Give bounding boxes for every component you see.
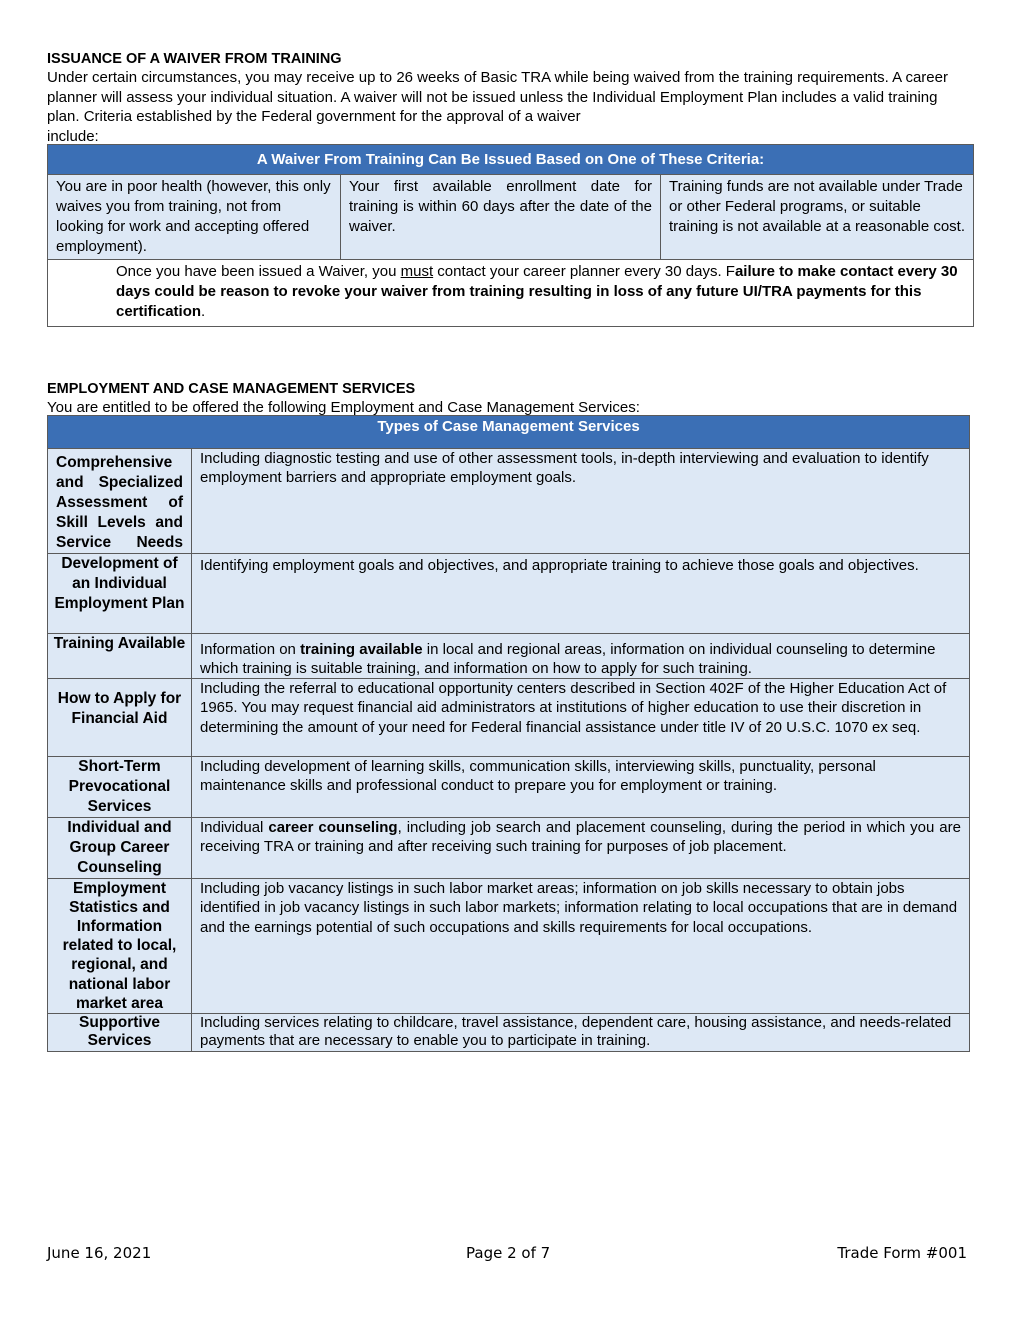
service-description: Including the referral to educational opportunity centers described in Section 402F of the Higher Education Act of 1965. You may request financial aid administrators at institutions of higher education to use their discretion in determining the amount of your need for Federal financial assistance under title IV of 20 U.S.C. 1070 ex seq. [192, 678, 970, 756]
table-row [48, 878, 970, 1013]
service-description: Individual career counseling, including job search and placement counseling, during the period in which you are receiving TRA or training and after receiving such training for purposes of job placement. [192, 817, 970, 878]
table-row [48, 1013, 970, 1051]
service-description: Including development of learning skills, communication skills, interviewing skills, punctuality, personal maintenance skills and professional conduct to prepare you for employment or training. [192, 756, 970, 817]
waiver-intro: Under certain circumstances, you may receive up to 26 weeks of Basic TRA while being waived from the training requirements. A career planner will assess your individual situation. A waiver will not be issued unless the Individual Employment Plan includes a valid training plan. Criteria established by the Federal government for the approval of a waiver [47, 69, 948, 125]
employment-section-title: EMPLOYMENT AND CASE MANAGEMENT SERVICES [47, 380, 416, 397]
table-row [48, 448, 970, 553]
footer-page-number: Page 2 of 7 [466, 1244, 551, 1262]
service-description: Including job vacancy listings in such labor market areas; information on job skills necessary to obtain jobs identified in job vacancy listings in such labor markets; information relating to local occupations that are in demand and the earnings potential of such occupations and skills requirements for local occupations. [192, 878, 970, 1013]
service-label: Individual and Group Career Counseling [48, 817, 192, 878]
waiver-warning: ailure to make contact every 30 days could be reason to revoke your waiver from training resulting in loss of any future UI/TRA payments for this certification [116, 262, 958, 320]
waiver-contact-note: Once you have been issued a Waiver, you must contact your career planner every 30 days. Failure to make contact every 30 days could be reason to revoke your waiver from training resulting in loss of any future UI/TRA payments for this certification. [48, 259, 974, 326]
table-row [48, 678, 970, 756]
service-label: Comprehensive and Specialized Assessment of Skill Levels and Service Needs [48, 448, 192, 553]
table-row [48, 756, 970, 817]
service-description: Identifying employment goals and objectives, and appropriate training to achieve those goals and objectives. [192, 553, 970, 633]
service-description: Including services relating to childcare, travel assistance, dependent care, housing assistance, and needs-related payments that are necessary to enable you to participate in training. [192, 1013, 970, 1051]
table-row [48, 817, 970, 878]
service-label: Employment Statistics and Information related to local, regional, and national labor market area [48, 878, 192, 1013]
service-label: Supportive Services [48, 1013, 192, 1051]
service-label: Training Available [48, 633, 192, 678]
waiver-section-title: ISSUANCE OF A WAIVER FROM TRAINING [47, 51, 342, 67]
case-table-header: Types of Case Management Services [48, 415, 970, 448]
table-row [48, 633, 970, 678]
employment-intro: You are entitled to be offered the following Employment and Case Management Services: [47, 398, 640, 415]
case-management-table [47, 415, 970, 1052]
waiver-intro-tail: include: [47, 127, 99, 144]
service-description: Information on training available in local and regional areas, information on individual counseling to determine which training is suitable training, and information on how to apply for such training. [192, 633, 970, 678]
waiver-table-header: A Waiver From Training Can Be Issued Based on One of These Criteria: [48, 144, 974, 174]
must-emphasis: must [400, 262, 434, 280]
waiver-criteria-table [47, 144, 974, 327]
footer-date: June 16, 2021 [47, 1244, 152, 1262]
criterion-poor-health: You are in poor health (however, this only waives you from training, not from looking for work and accepting offered employment). [48, 174, 341, 259]
service-label: How to Apply for Financial Aid [48, 678, 192, 756]
service-label: Short-Term Prevocational Services [48, 756, 192, 817]
service-description: Including diagnostic testing and use of other assessment tools, in-depth interviewing and evaluation to identify employment barriers and appropriate employment goals. [192, 448, 970, 553]
criterion-enrollment-date: Your first available enrollment date for training is within 60 days after the date of the waiver. [341, 174, 661, 259]
table-row [48, 553, 970, 633]
service-label: Development of an Individual Employment Plan [48, 553, 192, 633]
footer-form-number: Trade Form #001 [837, 1244, 967, 1262]
criterion-funds-unavailable: Training funds are not available under Trade or other Federal programs, or suitable training is not available at a reasonable cost. [661, 174, 974, 259]
document-page [47, 50, 973, 1052]
